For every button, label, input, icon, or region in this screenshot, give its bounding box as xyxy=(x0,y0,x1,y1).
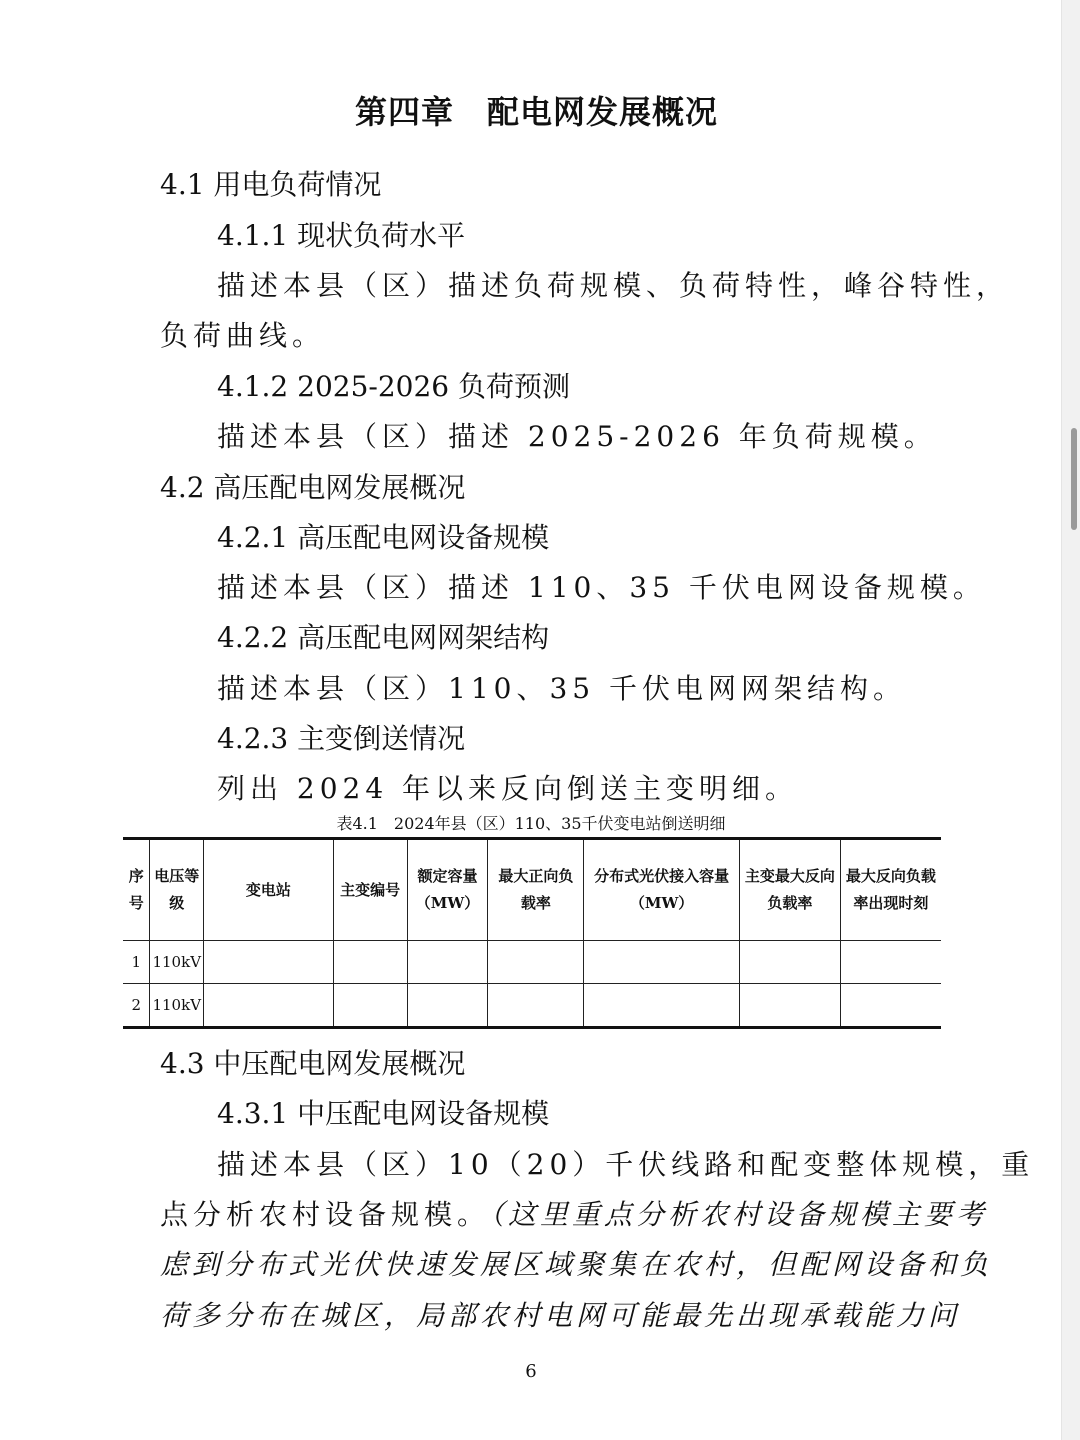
header-max-reverse-load-rate: 主变最大反向 负载率 xyxy=(739,839,840,941)
cell-rated-capacity xyxy=(407,984,488,1028)
cell-substation xyxy=(204,941,334,984)
table-caption: 表4.1 2024年县（区）110、35千伏变电站倒送明细 xyxy=(336,814,726,833)
section-heading-4-1: 4.1 用电负荷情况 xyxy=(160,168,382,201)
section-heading-4-3: 4.3 中压配电网发展概况 xyxy=(160,1047,466,1080)
cell-distributed-pv-capacity xyxy=(584,984,740,1028)
subsection-heading-4-1-2: 4.1.2 2025-2026 负荷预测 xyxy=(217,370,571,403)
header-rated-capacity: 额定容量 （MW） xyxy=(407,839,488,941)
cell-max-reverse-load-rate xyxy=(739,941,840,984)
subsection-heading-4-2-2: 4.2.2 高压配电网网架结构 xyxy=(217,621,550,654)
cell-distributed-pv-capacity xyxy=(584,941,740,984)
cell-max-forward-load-rate xyxy=(488,984,584,1028)
paragraph-4-3-1-line-2-normal: 点分析农村设备规模。 xyxy=(160,1198,491,1231)
paragraph-4-2-3: 列出 2024 年以来反向倒送主变明细。 xyxy=(217,772,799,805)
subsection-heading-4-2-1: 4.2.1 高压配电网设备规模 xyxy=(217,521,550,554)
header-max-reverse-load-time: 最大反向负载 率出现时刻 xyxy=(840,839,941,941)
page-number: 6 xyxy=(525,1361,537,1382)
paragraph-4-3-1-line-2 xyxy=(160,1197,988,1233)
header-substation: 变电站 xyxy=(204,839,334,941)
header-transformer-id: 主变编号 xyxy=(333,839,407,941)
cell-serial-no: 1 xyxy=(123,941,150,984)
paragraph-4-2-1: 描述本县（区）描述 110、35 千伏电网设备规模。 xyxy=(217,571,986,604)
chapter-title: 第四章 配电网发展概况 xyxy=(355,93,719,131)
cell-voltage-level: 110kV xyxy=(150,984,204,1028)
table-header-row xyxy=(123,839,941,941)
cell-max-forward-load-rate xyxy=(488,941,584,984)
subsection-heading-4-2-3: 4.2.3 主变倒送情况 xyxy=(217,722,466,755)
header-serial-no: 序 号 xyxy=(123,839,150,941)
header-distributed-pv-capacity: 分布式光伏接入容量 （MW） xyxy=(584,839,740,941)
vertical-scrollbar[interactable] xyxy=(1061,0,1080,1440)
transformer-backfeed-table xyxy=(123,837,941,1029)
cell-transformer-id xyxy=(333,984,407,1028)
cell-transformer-id xyxy=(333,941,407,984)
subsection-heading-4-3-1: 4.3.1 中压配电网设备规模 xyxy=(217,1097,550,1130)
cell-max-reverse-load-rate xyxy=(739,984,840,1028)
cell-max-reverse-load-time xyxy=(840,941,941,984)
section-heading-4-2: 4.2 高压配电网发展概况 xyxy=(160,471,466,504)
cell-rated-capacity xyxy=(407,941,488,984)
paragraph-4-1-2: 描述本县（区）描述 2025-2026 年负荷规模。 xyxy=(217,420,937,453)
table-row xyxy=(123,941,941,984)
cell-serial-no: 2 xyxy=(123,984,150,1028)
paragraph-4-3-1-line-1: 描述本县（区）10（20）千伏线路和配变整体规模，重 xyxy=(217,1148,1035,1181)
scrollbar-thumb[interactable] xyxy=(1071,428,1077,530)
paragraph-4-3-1-line-4-italic-note: 荷多分布在城区，局部农村电网可能最先出现承载能力问 xyxy=(160,1299,961,1332)
paragraph-4-3-1-line-3-italic-note: 虑到分布式光伏快速发展区域聚集在农村，但配网设备和负 xyxy=(160,1248,993,1281)
cell-max-reverse-load-time xyxy=(840,984,941,1028)
table-row xyxy=(123,984,941,1028)
subsection-heading-4-1-1: 4.1.1 现状负荷水平 xyxy=(217,219,466,252)
cell-substation xyxy=(204,984,334,1028)
paragraph-4-1-1-line-2: 负荷曲线。 xyxy=(160,319,326,352)
paragraph-4-3-1-line-2-italic-note: （这里重点分析农村设备规模主要考 xyxy=(490,1198,989,1231)
paragraph-4-1-1-line-1: 描述本县（区）描述负荷规模、负荷特性，峰谷特性， xyxy=(217,269,1010,302)
header-max-forward-load-rate: 最大正向负 载率 xyxy=(488,839,584,941)
cell-voltage-level: 110kV xyxy=(150,941,204,984)
paragraph-4-2-2: 描述本县（区）110、35 千伏电网网架结构。 xyxy=(217,672,906,705)
header-voltage-level: 电压等 级 xyxy=(150,839,204,941)
